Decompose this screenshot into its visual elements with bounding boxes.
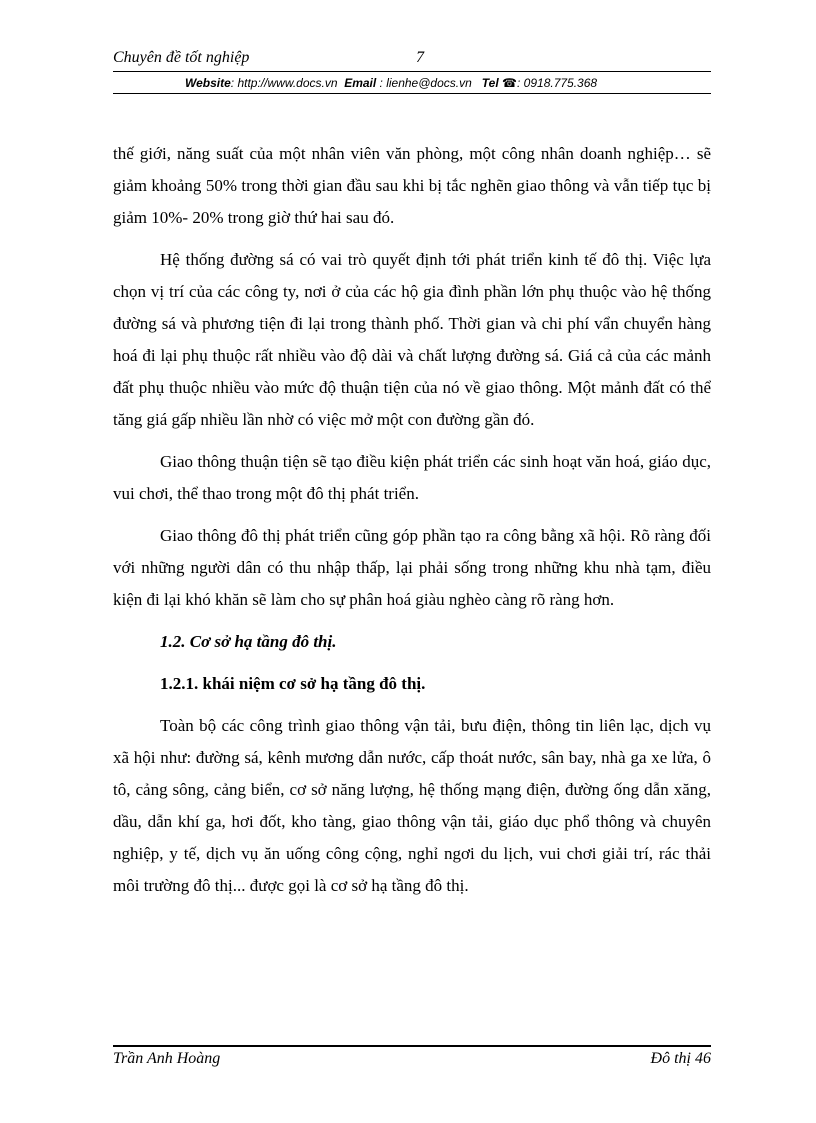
- footer-subject: Đô thị 46: [650, 1050, 711, 1067]
- footer-divider: [113, 1045, 711, 1047]
- document-body: [113, 138, 711, 902]
- page-number: 7: [416, 49, 424, 66]
- paragraph-2: Hệ thống đường sá có vai trò quyết định tới phát triển kinh tế đô thị. Việc lựa chọn vị trí của các công ty, nơi ở của các hộ gia đình phần lớn phụ thuộc vào hệ thống đường sá và phương tiện đi lại trong thành phố. Thời gian và chi phí vẩn chuyển hàng hoá đi lại phụ thuộc rất nhiều vào độ dài và chất lượng đường sá. Giá cả của các mảnh đất phụ thuộc nhiều vào mức độ thuận tiện của nó về giao thông. Một mảnh đất có thể tăng giá gấp nhiều lần nhờ có việc mở một con đường gần đó.: [113, 250, 711, 429]
- subsection-heading: 1.2.1. khái niệm cơ sở hạ tầng đô thị.: [160, 674, 426, 693]
- document-title: Chuyên đề tốt nghiệp: [113, 49, 250, 66]
- paragraph-5: Toàn bộ các công trình giao thông vận tải, bưu điện, thông tin liên lạc, dịch vụ xã hội như: đường sá, kênh mương dẫn nước, cấp thoát nước, sân bay, nhà ga xe lửa, ô tô, cảng sông, cảng biển, cơ sở năng lượng, hệ thống mạng điện, đường ống dẫn xăng, dầu, dẫn khí ga, hơi đốt, kho tàng, giao thông vận tải, giáo dục phổ thông và chuyên nghiệp, y tế, dịch vụ ăn uống công cộng, nghỉ ngơi du lịch, vui chơi giải trí, rác thải môi trường đô thị... được gọi là cơ sở hạ tầng đô thị.: [113, 716, 711, 895]
- section-heading: 1.2. Cơ sở hạ tầng đô thị.: [160, 632, 337, 651]
- header-divider-bottom: [113, 93, 711, 94]
- tel-label: Tel: [481, 76, 499, 90]
- website-value: : http://www.docs.vn: [230, 76, 338, 90]
- email-label: Email: [344, 76, 377, 90]
- paragraph-3: Giao thông thuận tiện sẽ tạo điều kiện phát triển các sinh hoạt văn hoá, giáo dục, vui chơi, thể thao trong một đô thị phát triển.: [113, 452, 711, 503]
- email-value: : lienhe@docs.vn: [376, 76, 472, 90]
- contact-line: [185, 76, 597, 90]
- page-header: [113, 49, 713, 69]
- footer-author: Trần Anh Hoàng: [113, 1050, 221, 1067]
- phone-icon: ☎: [502, 76, 517, 90]
- tel-value: : 0918.775.368: [517, 76, 598, 90]
- paragraph-1: thế giới, năng suất của một nhân viên văn phòng, một công nhân doanh nghiệp… sẽ giảm khoảng 50% trong thời gian đầu sau khi bị tắc nghẽn giao thông và vẫn tiếp tục bị giảm 10%- 20% trong giờ thứ hai sau đó.: [113, 144, 711, 227]
- paragraph-4: Giao thông đô thị phát triển cũng góp phần tạo ra công bằng xã hội. Rõ ràng đối với những người dân có thu nhập thấp, lại phải sống trong những khu nhà tạm, điều kiện đi lại khó khăn sẽ làm cho sự phân hoá giàu nghèo càng rõ ràng hơn.: [113, 526, 711, 609]
- website-label: Website: [185, 76, 231, 90]
- header-divider: [113, 71, 711, 72]
